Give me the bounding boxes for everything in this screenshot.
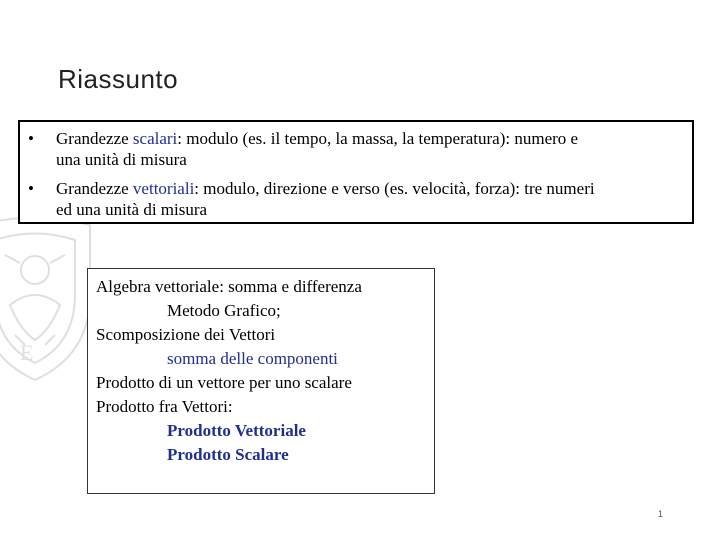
topic-prodotto-scalare: Prodotto Scalare (167, 445, 289, 464)
topic-prodotto-fra-vettori: Prodotto fra Vettori: (96, 397, 233, 416)
topic-somma-componenti: somma delle componenti (167, 349, 338, 368)
page-number: 1 (658, 509, 664, 519)
item-prefix: Grandezze (56, 179, 133, 198)
svg-text:E: E (20, 340, 34, 365)
bullet-icon: • (28, 179, 34, 198)
summary-item-text (56, 178, 696, 220)
topic-prodotto-vettoriale: Prodotto Vettoriale (167, 421, 306, 440)
slide-title: Riassunto (58, 64, 179, 94)
item-rest: : modulo, direzione e verso (es. velocità, forza): tre numeri (194, 179, 595, 198)
keyword-vettoriali: vettoriali (132, 179, 195, 198)
summary-box (18, 120, 694, 224)
summary-item-text (56, 128, 696, 170)
bullet-icon: • (28, 129, 34, 148)
item-line2: ed una unità di misura (56, 200, 208, 219)
topic-metodo-grafico: Metodo Grafico; (167, 301, 281, 320)
topics-box (87, 268, 435, 494)
item-rest: : modulo (es. il tempo, la massa, la temperatura): numero e (177, 129, 579, 148)
item-line2: una unità di misura (56, 150, 187, 169)
keyword-scalari: scalari (132, 129, 178, 148)
topic-scomposizione: Scomposizione dei Vettori (96, 325, 276, 344)
topic-algebra-vettoriale: Algebra vettoriale: somma e differenza (96, 277, 362, 296)
topic-prodotto-scalare-vettore: Prodotto di un vettore per uno scalare (96, 373, 352, 392)
item-prefix: Grandezze (56, 129, 133, 148)
